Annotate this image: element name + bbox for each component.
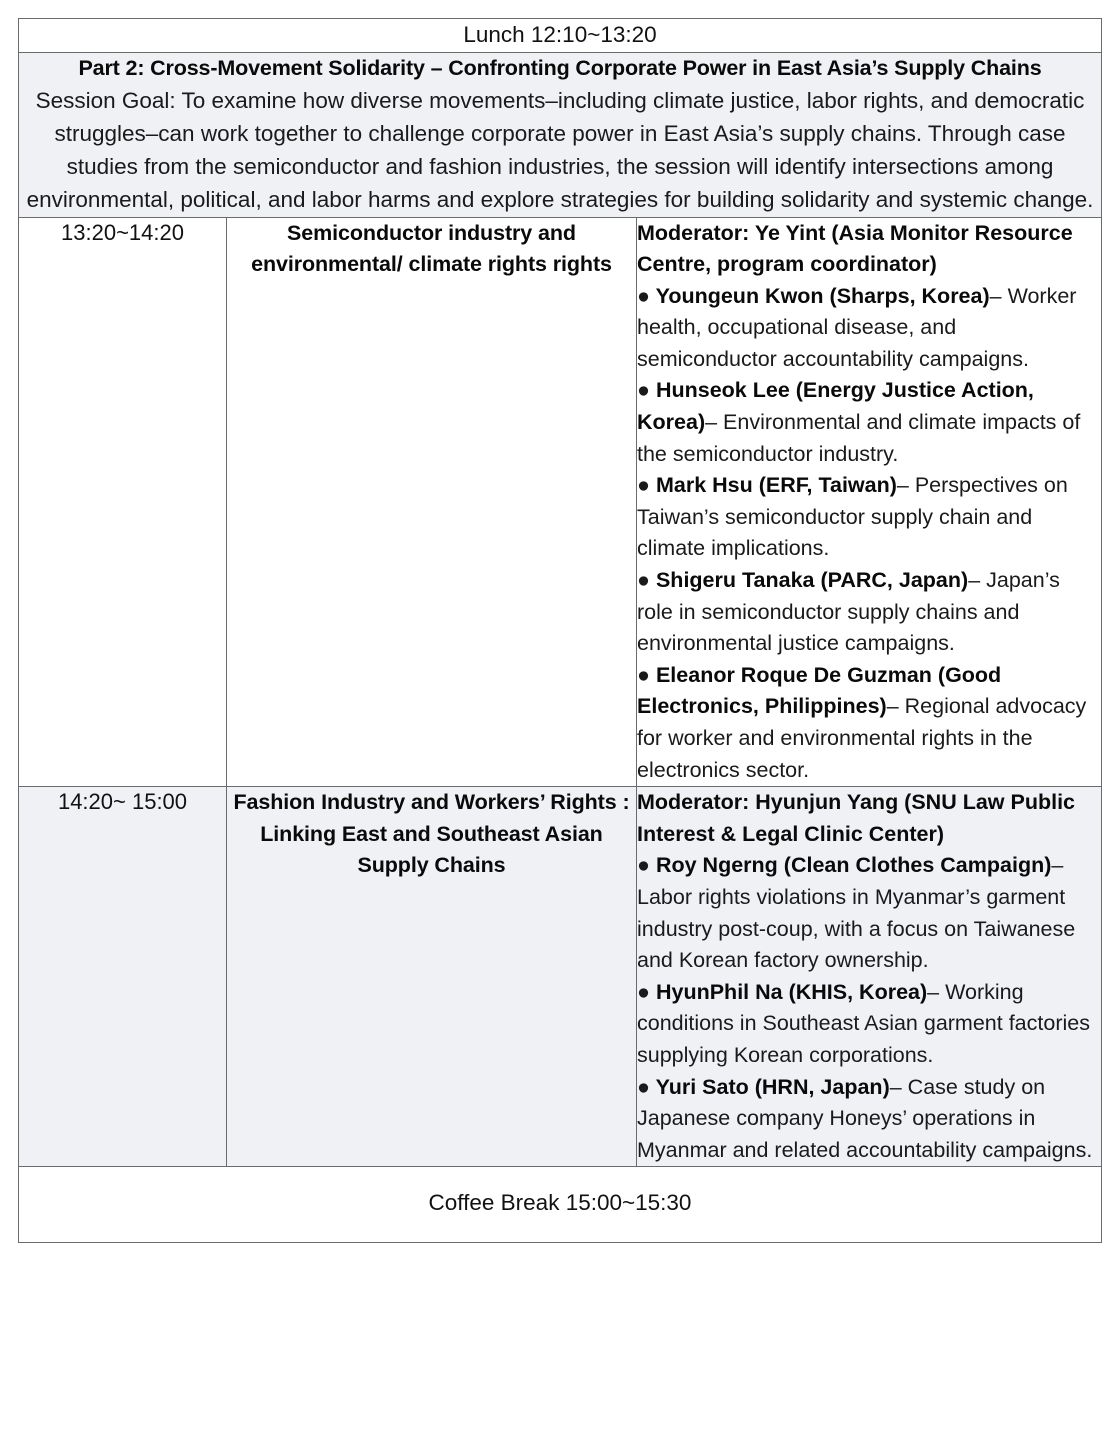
bullet-icon: ● [637,283,656,308]
speaker-entry: ● HyunPhil Na (KHIS, Korea)– Working conditions in Southeast Asian garment factories supplying Korean corporations. [637,979,1090,1067]
speaker-entry: ● Youngeun Kwon (Sharps, Korea)– Worker health, occupational disease, and semiconductor accountability campaigns. [637,283,1077,371]
speaker-description: – Perspectives on Taiwan’s semiconductor supply chain and climate implications. [637,473,1068,561]
session-moderator: Moderator: Hyunjun Yang (SNU Law Public Interest & Legal Clinic Center) [637,790,1075,846]
speaker-description: – Working conditions in Southeast Asian garment factories supplying Korean corporations. [637,979,1090,1067]
speaker-description: – Case study on Japanese company Honeys’ operations in Myanmar and related accountability campaigns. [637,1074,1093,1162]
coffee-break-label: Coffee Break 15:00~15:30 [19,1167,1102,1243]
agenda-table-body [19,19,1102,1243]
session-time: 14:20~ 15:00 [19,787,227,1167]
speaker-entry: ● Mark Hsu (ERF, Taiwan)– Perspectives on Taiwan’s semiconductor supply chain and climate implications. [637,473,1068,561]
session-row-1 [19,217,1102,787]
part-session-goal: Session Goal: To examine how diverse movements–including climate justice, labor rights, and democratic struggles–can work together to challenge corporate power in East Asia’s supply chains. Through case studies from the semiconductor and fashion industries, the session will identify intersections among environmental, political, and labor harms and explore strategies for building solidarity and systemic change. [26,88,1094,212]
bullet-icon: ● [637,473,656,498]
bullet-icon: ● [637,378,656,403]
bullet-icon: ● [637,568,656,593]
speaker-entry: ● Shigeru Tanaka (PARC, Japan)– Japan’s role in semiconductor supply chains and environmental justice campaigns. [637,568,1060,656]
part-header-row [19,52,1102,217]
lunch-break-label: Lunch 12:10~13:20 [19,19,1102,53]
session-details [637,787,1102,1167]
session-details [637,217,1102,787]
session-time: 13:20~14:20 [19,217,227,787]
speaker-entry: ● Yuri Sato (HRN, Japan)– Case study on Japanese company Honeys’ operations in Myanmar and related accountability campaigns. [637,1074,1093,1162]
speaker-entry: ● Eleanor Roque De Guzman (Good Electronics, Philippines)– Regional advocacy for worker and environmental rights in the electronics sector. [637,662,1087,782]
speaker-description: – Labor rights violations in Myanmar’s garment industry post-coup, with a focus on Taiwanese and Korean factory ownership. [637,853,1076,973]
session-topic: Semiconductor industry and environmental/ climate rights rights [227,217,637,787]
session-row-2 [19,787,1102,1167]
part-header-cell [19,52,1102,217]
session-topic: Fashion Industry and Workers’ Rights : Linking East and Southeast Asian Supply Chains [227,787,637,1167]
bullet-icon: ● [637,1074,656,1099]
agenda-table [18,18,1102,1243]
speaker-entry: ● Roy Ngerng (Clean Clothes Campaign)– Labor rights violations in Myanmar’s garment industry post-coup, with a focus on Taiwanese and Korean factory ownership. [637,853,1076,973]
lunch-break-row [19,19,1102,53]
bullet-icon: ● [637,979,656,1004]
speaker-entry: ● Hunseok Lee (Energy Justice Action, Korea)– Environmental and climate impacts of the semiconductor industry. [637,378,1081,466]
coffee-break-row [19,1167,1102,1243]
bullet-icon: ● [637,662,656,687]
speaker-description: – Japan’s role in semiconductor supply chains and environmental justice campaigns. [637,568,1060,656]
speaker-description: – Regional advocacy for worker and environmental rights in the electronics sector. [637,694,1087,782]
part-title: Part 2: Cross-Movement Solidarity – Confronting Corporate Power in East Asia’s Supply Chains [78,55,1042,80]
session-moderator: Moderator: Ye Yint (Asia Monitor Resource Centre, program coordinator) [637,220,1073,277]
speaker-description: – Worker health, occupational disease, and semiconductor accountability campaigns. [637,283,1077,371]
bullet-icon: ● [637,853,656,878]
speaker-description: – Environmental and climate impacts of the semiconductor industry. [637,410,1081,466]
